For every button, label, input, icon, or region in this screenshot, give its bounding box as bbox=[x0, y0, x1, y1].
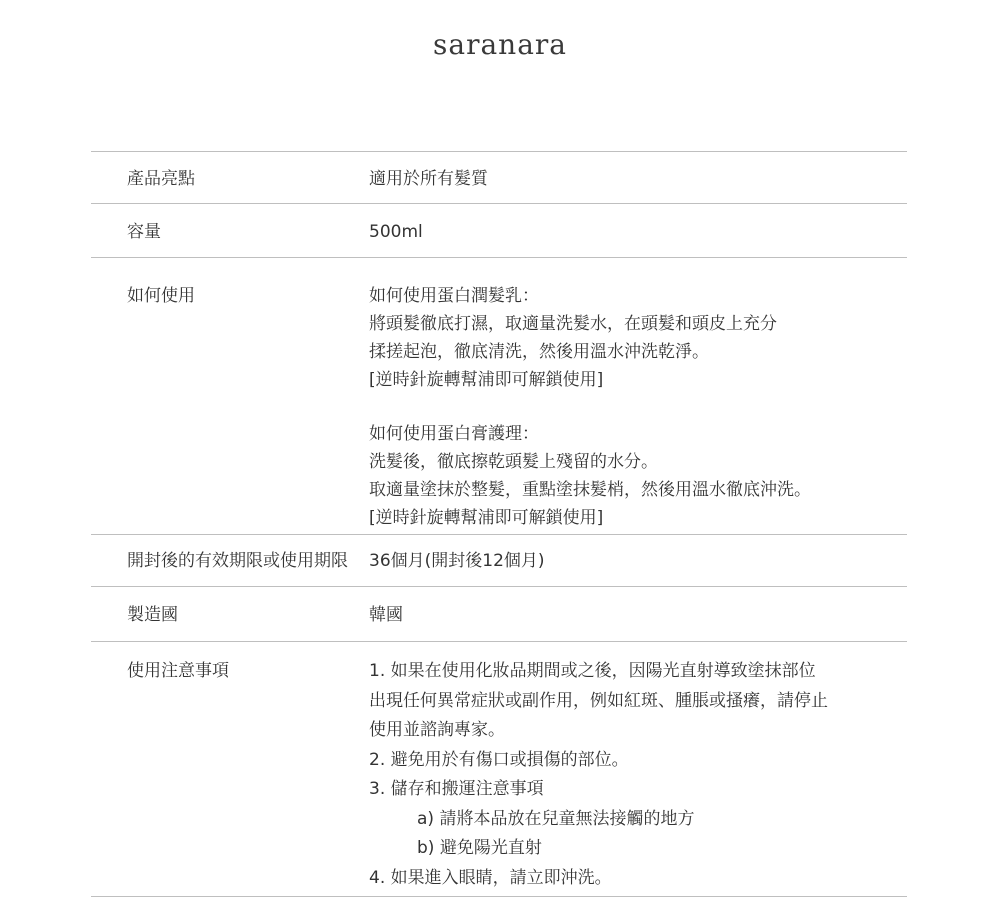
row-value bbox=[369, 547, 907, 586]
row-label: 使用注意事項 bbox=[127, 661, 229, 681]
row-precautions bbox=[91, 642, 907, 897]
row-how-to-use bbox=[91, 258, 907, 535]
row-label: 產品亮點 bbox=[127, 169, 195, 189]
row-label: 如何使用 bbox=[127, 286, 195, 306]
row-label: 製造國 bbox=[127, 605, 178, 625]
value-line: a) 請將本品放在兒童無法接觸的地方 bbox=[417, 808, 695, 829]
row-label: 開封後的有效期限或使用期限 bbox=[127, 551, 348, 571]
value-line: 將頭髮徹底打濕，取適量洗髮水，在頭髮和頭皮上充分 bbox=[369, 314, 777, 334]
value-line: [逆時針旋轉幫浦即可解鎖使用] bbox=[369, 508, 604, 528]
value-line: 韓國 bbox=[369, 605, 403, 625]
product-info-table bbox=[91, 151, 907, 897]
value-line: 洗髮後，徹底擦乾頭髮上殘留的水分。 bbox=[369, 452, 658, 472]
row-value bbox=[369, 657, 907, 896]
row-expiry bbox=[91, 535, 907, 587]
row-value bbox=[369, 218, 907, 257]
row-volume bbox=[91, 204, 907, 258]
value-line: 3. 儲存和搬運注意事項 bbox=[369, 779, 544, 799]
value-line: 適用於所有髮質 bbox=[369, 169, 488, 189]
value-line: 2. 避免用於有傷口或損傷的部位。 bbox=[369, 749, 629, 770]
row-value bbox=[369, 282, 907, 534]
row-value bbox=[369, 601, 907, 641]
value-line: 使用並諮詢專家。 bbox=[369, 720, 505, 740]
value-line: 如何使用蛋白潤髮乳： bbox=[369, 286, 539, 306]
value-line: 500ml bbox=[369, 222, 423, 242]
value-line: 4. 如果進入眼睛，請立即沖洗。 bbox=[369, 867, 612, 888]
value-line: 出現任何異常症狀或副作用，例如紅斑、腫脹或搔癢，請停止 bbox=[369, 690, 828, 711]
spacer bbox=[369, 394, 907, 420]
value-line: b) 避免陽光直射 bbox=[417, 838, 542, 858]
row-country bbox=[91, 587, 907, 642]
value-line: [逆時針旋轉幫浦即可解鎖使用] bbox=[369, 370, 604, 390]
value-line: 1. 如果在使用化妝品期間或之後，因陽光直射導致塗抹部位 bbox=[369, 661, 816, 681]
value-line: 揉搓起泡，徹底清洗，然後用溫水沖洗乾淨。 bbox=[369, 342, 709, 362]
row-label: 容量 bbox=[127, 222, 161, 242]
row-value bbox=[369, 165, 907, 203]
brand-logo: saranara bbox=[433, 28, 567, 61]
value-line: 36個月(開封後12個月) bbox=[369, 551, 545, 571]
value-line: 如何使用蛋白膏護理： bbox=[369, 424, 539, 444]
row-highlights bbox=[91, 152, 907, 204]
value-line: 取適量塗抹於整髮，重點塗抹髮梢，然後用溫水徹底沖洗。 bbox=[369, 480, 811, 500]
